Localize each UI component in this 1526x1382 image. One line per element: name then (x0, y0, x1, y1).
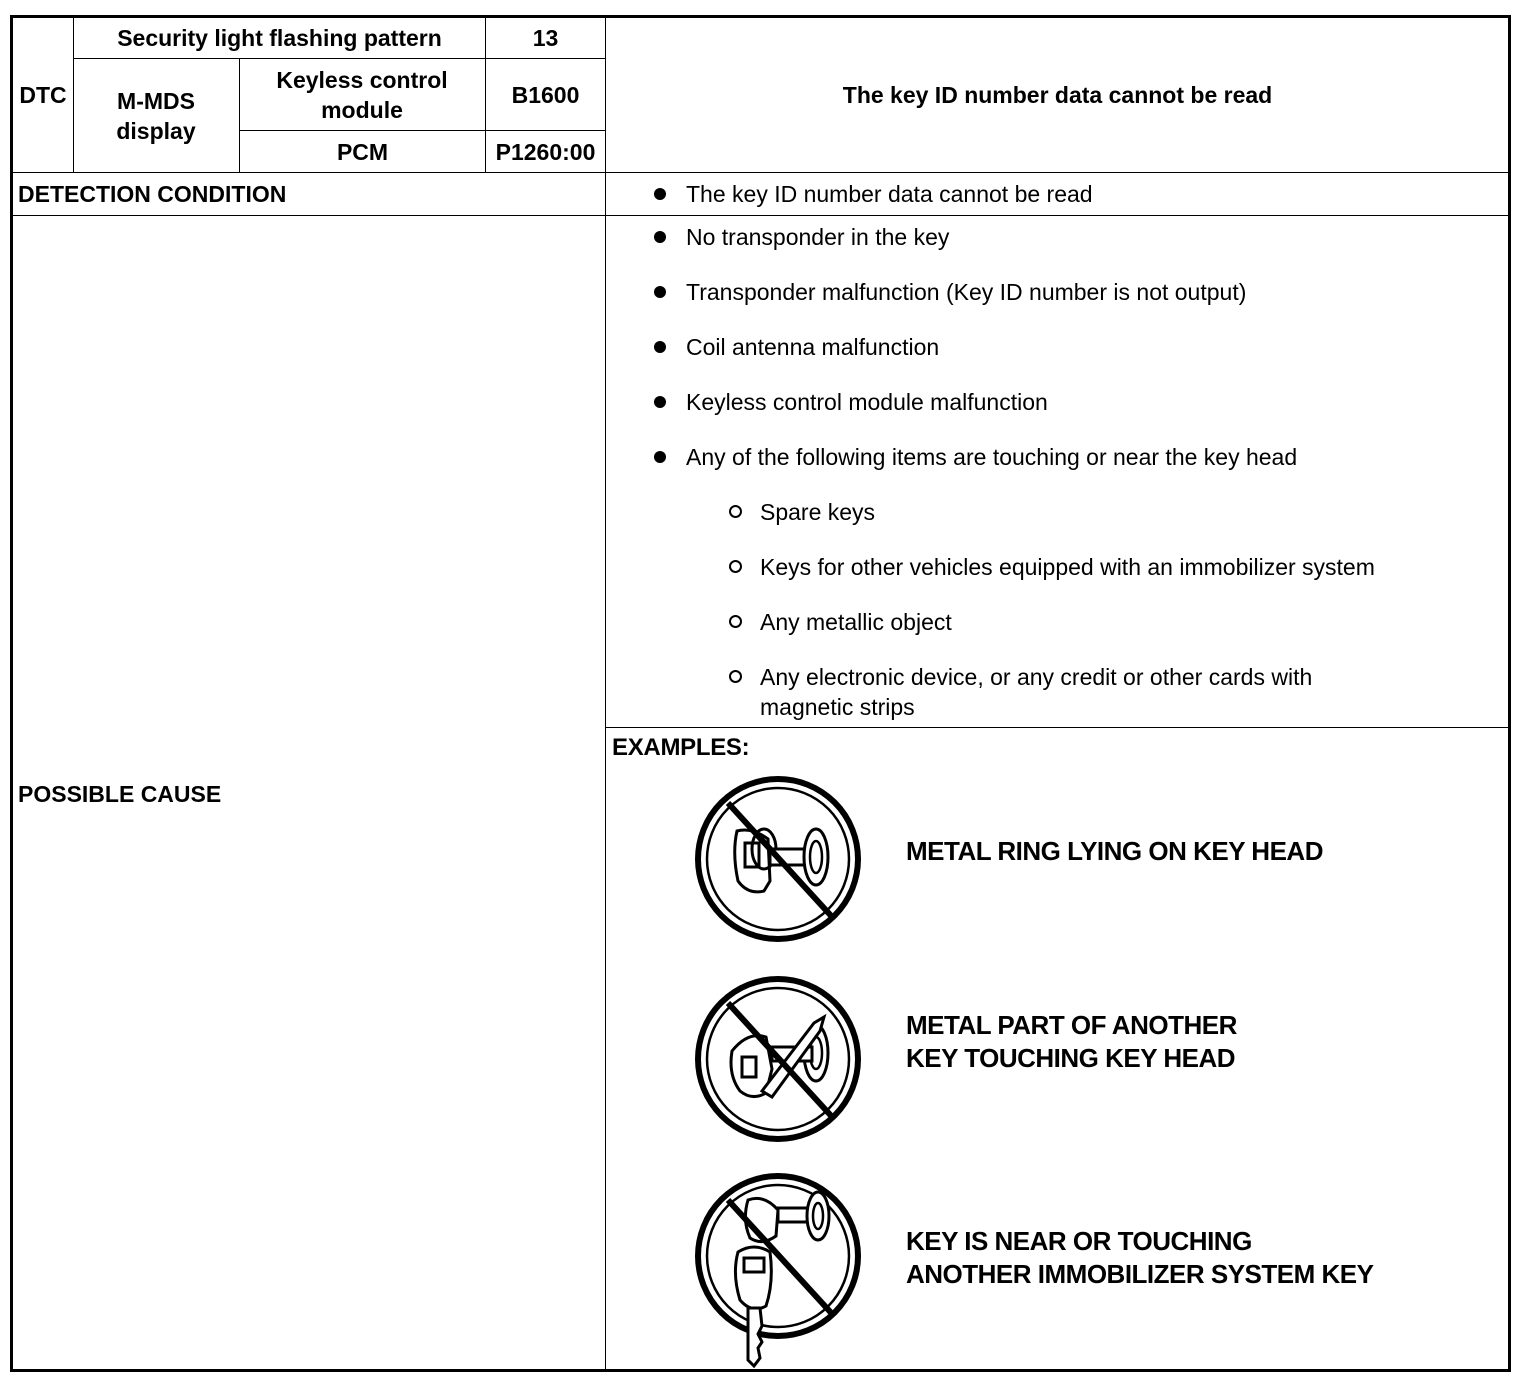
circle-bullet-icon (729, 560, 742, 573)
no-key-touching-icon (692, 973, 864, 1145)
mmds-label: M-MDS display (116, 88, 196, 144)
cause-sub-item: Keys for other vehicles equipped with an immobilizer system (729, 552, 1375, 582)
cause-item: No transponder in the key (654, 222, 949, 252)
bullet-icon (654, 231, 666, 243)
cause-item: Coil antenna malfunction (654, 332, 939, 362)
bullet-icon (654, 396, 666, 408)
detection-item: The key ID number data cannot be read (654, 179, 1093, 209)
dtc-label: DTC (19, 82, 67, 108)
circle-bullet-icon (729, 505, 742, 518)
bullet-icon (654, 341, 666, 353)
row-divider (12, 172, 1509, 173)
flashing-pattern-value: 13 (532, 24, 559, 51)
bullet-icon (654, 286, 666, 298)
circle-bullet-icon (729, 615, 742, 628)
keyless-label: Keyless control module (276, 66, 448, 123)
col-divider (605, 17, 606, 1370)
possible-cause-label: POSSIBLE CAUSE (18, 781, 222, 807)
pcm-label: PCM (336, 138, 389, 165)
dtc-title: The key ID number data cannot be read (842, 81, 1273, 108)
flashing-pattern-label: Security light flashing pattern (117, 24, 442, 51)
pcm-code: P1260:00 (495, 138, 596, 165)
circle-bullet-icon (729, 670, 742, 683)
example-label: METAL RING LYING ON KEY HEAD (906, 836, 1323, 866)
row-divider (605, 727, 1509, 728)
no-immobilizer-key-icon (692, 1170, 864, 1370)
example-label: METAL PART OF ANOTHER KEY TOUCHING KEY HEAD (906, 1010, 1237, 1073)
bullet-icon (654, 451, 666, 463)
row-divider (12, 215, 1509, 216)
bullet-icon (654, 188, 666, 200)
no-metal-ring-icon (692, 773, 864, 945)
detection-label: DETECTION CONDITION (18, 181, 287, 207)
example-label: KEY IS NEAR OR TOUCHING ANOTHER IMMOBILIZER SYSTEM KEY (906, 1226, 1374, 1289)
cause-item: Keyless control module malfunction (654, 387, 1048, 417)
keyless-code: B1600 (511, 81, 580, 108)
examples-title: EXAMPLES: (612, 734, 750, 761)
cause-item: Transponder malfunction (Key ID number is not output) (654, 277, 1246, 307)
cause-sub-item: Any electronic device, or any credit or other cards with magnetic strips (729, 662, 1389, 722)
cause-sub-item: Spare keys (729, 497, 875, 527)
cause-item: Any of the following items are touching or near the key head (654, 442, 1297, 472)
cause-sub-item: Any metallic object (729, 607, 952, 637)
